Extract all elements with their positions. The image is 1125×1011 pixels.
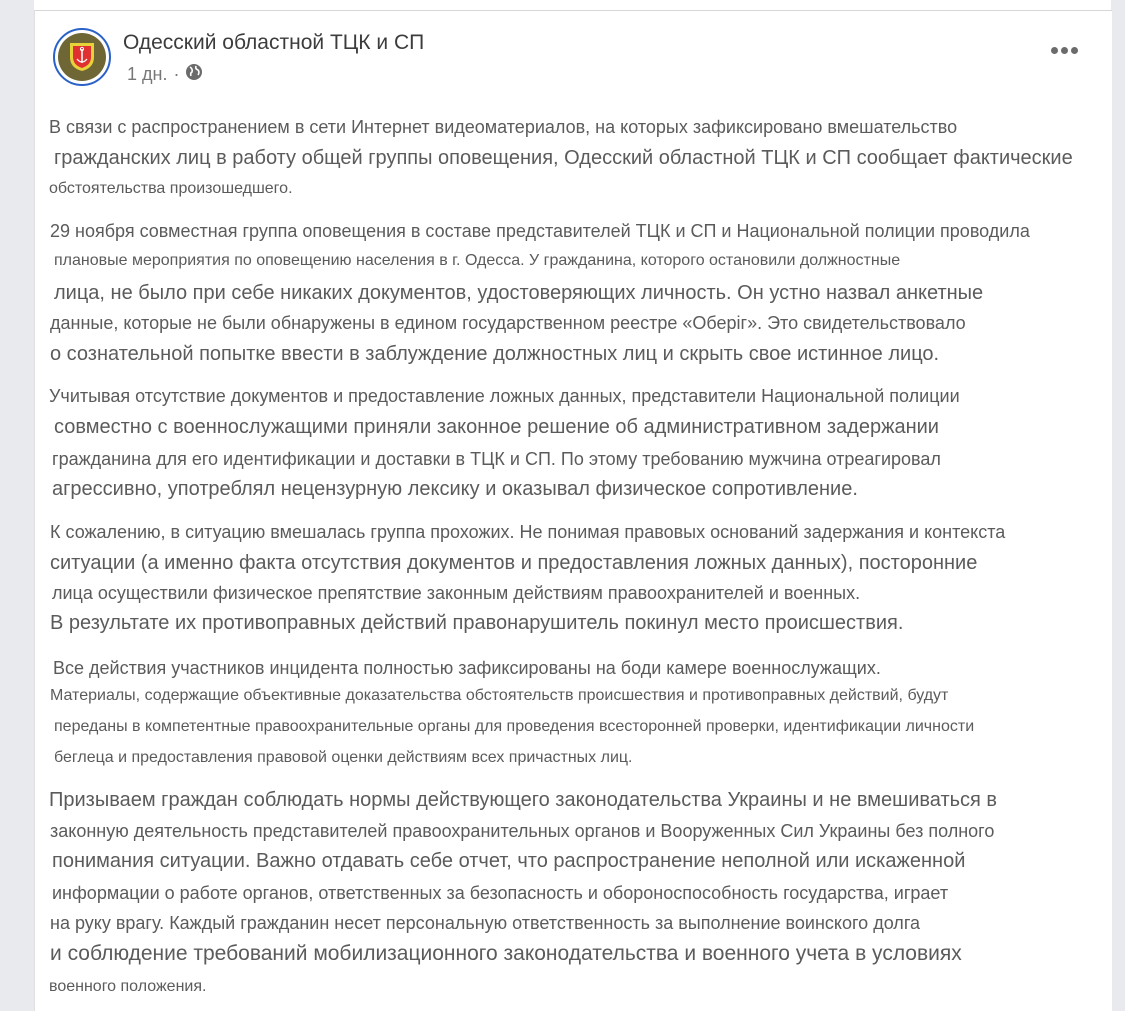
post-time[interactable]: 1 дн. <box>127 64 168 84</box>
post-text-line: военного положения. <box>49 978 207 995</box>
post-text-line: Призываем граждан соблюдать нормы действующего законодательства Украины и не вмешиваться в <box>49 789 998 811</box>
post-text-line: и соблюдение требований мобилизационного законодательства и военного учета в условиях <box>50 942 962 965</box>
post-text-line: о сознательной попытке ввести в заблуждение должностных лиц и скрыть свое истинное лицо. <box>50 343 940 365</box>
more-options-icon[interactable] <box>1051 47 1078 54</box>
post-text-line: агрессивно, употреблял нецензурную лексику и оказывал физическое сопротивление. <box>52 478 858 500</box>
post-text-line: К сожалению, в ситуацию вмешалась группа прохожих. Не понимая правовых оснований задержания и контекста <box>50 522 1006 542</box>
post-text-line: данные, которые не были обнаружены в едином государственном реестре «Оберіг». Это свидетельствовало <box>50 313 966 333</box>
post-text-line: плановые мероприятия по оповещению населения в г. Одесса. У гражданина, которого остановили должностные <box>54 252 901 269</box>
post-text-line: понимания ситуации. Важно отдавать себе отчет, что распространение неполной или искаженной <box>52 850 966 872</box>
post-text-line: В связи с распространением в сети Интернет видеоматериалов, на которых зафиксировано вмешательство <box>49 117 958 137</box>
post-text-line: информации о работе органов, ответственных за безопасность и обороноспособность государства, играет <box>52 883 949 903</box>
post-text-line: Все действия участников инцидента полностью зафиксированы на боди камере военнослужащих. <box>53 658 881 678</box>
post-text-line: обстоятельства произошедшего. <box>49 180 293 197</box>
post-text-line: лица, не было при себе никаких документов, удостоверяющих личность. Он устно назвал анкетные <box>54 282 984 304</box>
separator: · <box>173 64 180 84</box>
emblem-icon <box>58 33 106 81</box>
post-text-line: гражданина для его идентификации и доставки в ТЦК и СП. По этому требованию мужчина отреагировал <box>52 449 941 469</box>
post-text-line: 29 ноября совместная группа оповещения в составе представителей ТЦК и СП и Национальной полиции проводила <box>50 221 1030 241</box>
top-strip <box>34 0 1111 10</box>
post-card <box>34 10 1112 1011</box>
post-text-line: гражданских лиц в работу общей группы оповещения, Одесский областной ТЦК и СП сообщает фактические <box>54 147 1073 169</box>
post-meta <box>127 63 203 86</box>
post-text-line: переданы в компетентные правоохранительные органы для проведения всесторонней проверки, идентификации личности <box>54 718 975 735</box>
avatar[interactable] <box>53 28 111 86</box>
post-text-line: лица осуществили физическое препятствие законным действиям правоохранителей и военных. <box>52 583 861 603</box>
post-text-line: ситуации (а именно факта отсутствия документов и предоставления ложных данных), посторонние <box>50 552 978 574</box>
globe-icon <box>185 63 203 86</box>
post-text-line: Учитывая отсутствие документов и предоставление ложных данных, представители Национальной полиции <box>49 386 960 406</box>
post-text-line: совместно с военнослужащими приняли законное решение об административном задержании <box>54 416 939 438</box>
post-text-line: законную деятельность представителей правоохранительных органов и Вооруженных Сил Украины без полного <box>50 821 995 841</box>
post-text-line: В результате их противоправных действий правонарушитель покинул место происшествия. <box>50 612 904 634</box>
page-name[interactable]: Одесский областной ТЦК и СП <box>123 31 425 54</box>
post-text-line: на руку врагу. Каждый гражданин несет персональную ответственность за выполнение воинского долга <box>50 913 920 933</box>
post-text-line: Материалы, содержащие объективные доказательства обстоятельств происшествия и противоправных действий, будут <box>50 687 949 704</box>
post-text-line: беглеца и предоставления правовой оценки действиям всех причастных лиц. <box>54 749 633 766</box>
